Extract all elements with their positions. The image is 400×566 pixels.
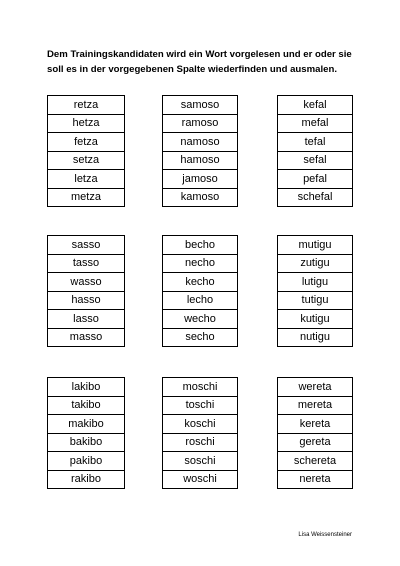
- word-cell[interactable]: necho: [163, 254, 238, 273]
- word-cell[interactable]: kereta: [278, 415, 353, 434]
- word-cell[interactable]: tefal: [278, 133, 353, 152]
- word-cell[interactable]: sefal: [278, 151, 353, 170]
- word-cell[interactable]: roschi: [163, 433, 238, 452]
- word-cell[interactable]: masso: [48, 328, 125, 347]
- word-cell[interactable]: letza: [48, 170, 125, 189]
- word-cell[interactable]: zutigu: [278, 254, 353, 273]
- word-table-3: [277, 95, 353, 207]
- word-cell[interactable]: gereta: [278, 433, 353, 452]
- instructions-text: [47, 47, 367, 77]
- word-cell[interactable]: schereta: [278, 452, 353, 471]
- word-cell[interactable]: kecho: [163, 273, 238, 292]
- word-cell[interactable]: soschi: [163, 452, 238, 471]
- word-table-8: [162, 377, 238, 489]
- word-cell[interactable]: retza: [48, 96, 125, 115]
- word-cell[interactable]: lasso: [48, 310, 125, 329]
- word-cell[interactable]: wecho: [163, 310, 238, 329]
- word-cell[interactable]: secho: [163, 328, 238, 347]
- word-cell[interactable]: sasso: [48, 236, 125, 255]
- word-cell[interactable]: toschi: [163, 396, 238, 415]
- word-cell[interactable]: mereta: [278, 396, 353, 415]
- word-cell[interactable]: nereta: [278, 470, 353, 489]
- word-cell[interactable]: hetza: [48, 114, 125, 133]
- word-cell[interactable]: hamoso: [163, 151, 238, 170]
- word-cell[interactable]: setza: [48, 151, 125, 170]
- word-cell[interactable]: lakibo: [48, 378, 125, 397]
- word-cell[interactable]: ramoso: [163, 114, 238, 133]
- word-table-4: [47, 235, 125, 347]
- word-table-9: [277, 377, 353, 489]
- word-cell[interactable]: tasso: [48, 254, 125, 273]
- word-cell[interactable]: takibo: [48, 396, 125, 415]
- word-cell[interactable]: moschi: [163, 378, 238, 397]
- word-cell[interactable]: bakibo: [48, 433, 125, 452]
- word-cell[interactable]: wasso: [48, 273, 125, 292]
- word-cell[interactable]: makibo: [48, 415, 125, 434]
- word-cell[interactable]: kamoso: [163, 188, 238, 207]
- word-cell[interactable]: pakibo: [48, 452, 125, 471]
- word-cell[interactable]: kefal: [278, 96, 353, 115]
- word-cell[interactable]: mefal: [278, 114, 353, 133]
- word-table-1: [47, 95, 125, 207]
- word-cell[interactable]: woschi: [163, 470, 238, 489]
- author-footer: Lisa Weissensteiner: [298, 532, 352, 538]
- word-cell[interactable]: nutigu: [278, 328, 353, 347]
- word-cell[interactable]: namoso: [163, 133, 238, 152]
- word-cell[interactable]: schefal: [278, 188, 353, 207]
- word-table-5: [162, 235, 238, 347]
- word-cell[interactable]: wereta: [278, 378, 353, 397]
- word-cell[interactable]: lutigu: [278, 273, 353, 292]
- word-cell[interactable]: tutigu: [278, 291, 353, 310]
- word-cell[interactable]: koschi: [163, 415, 238, 434]
- word-cell[interactable]: metza: [48, 188, 125, 207]
- word-cell[interactable]: fetza: [48, 133, 125, 152]
- word-cell[interactable]: samoso: [163, 96, 238, 115]
- instructions-line-1: Dem Trainingskandidaten wird ein Wort vorgelesen und er oder sie: [47, 49, 352, 60]
- word-table-2: [162, 95, 238, 207]
- word-cell[interactable]: becho: [163, 236, 238, 255]
- word-cell[interactable]: pefal: [278, 170, 353, 189]
- word-table-7: [47, 377, 125, 489]
- word-cell[interactable]: jamoso: [163, 170, 238, 189]
- instructions-line-2: soll es in der vorgegebenen Spalte wiederfinden und ausmalen.: [47, 64, 338, 75]
- word-cell[interactable]: lecho: [163, 291, 238, 310]
- word-cell[interactable]: kutigu: [278, 310, 353, 329]
- word-cell[interactable]: rakibo: [48, 470, 125, 489]
- word-table-6: [277, 235, 353, 347]
- word-cell[interactable]: hasso: [48, 291, 125, 310]
- word-cell[interactable]: mutigu: [278, 236, 353, 255]
